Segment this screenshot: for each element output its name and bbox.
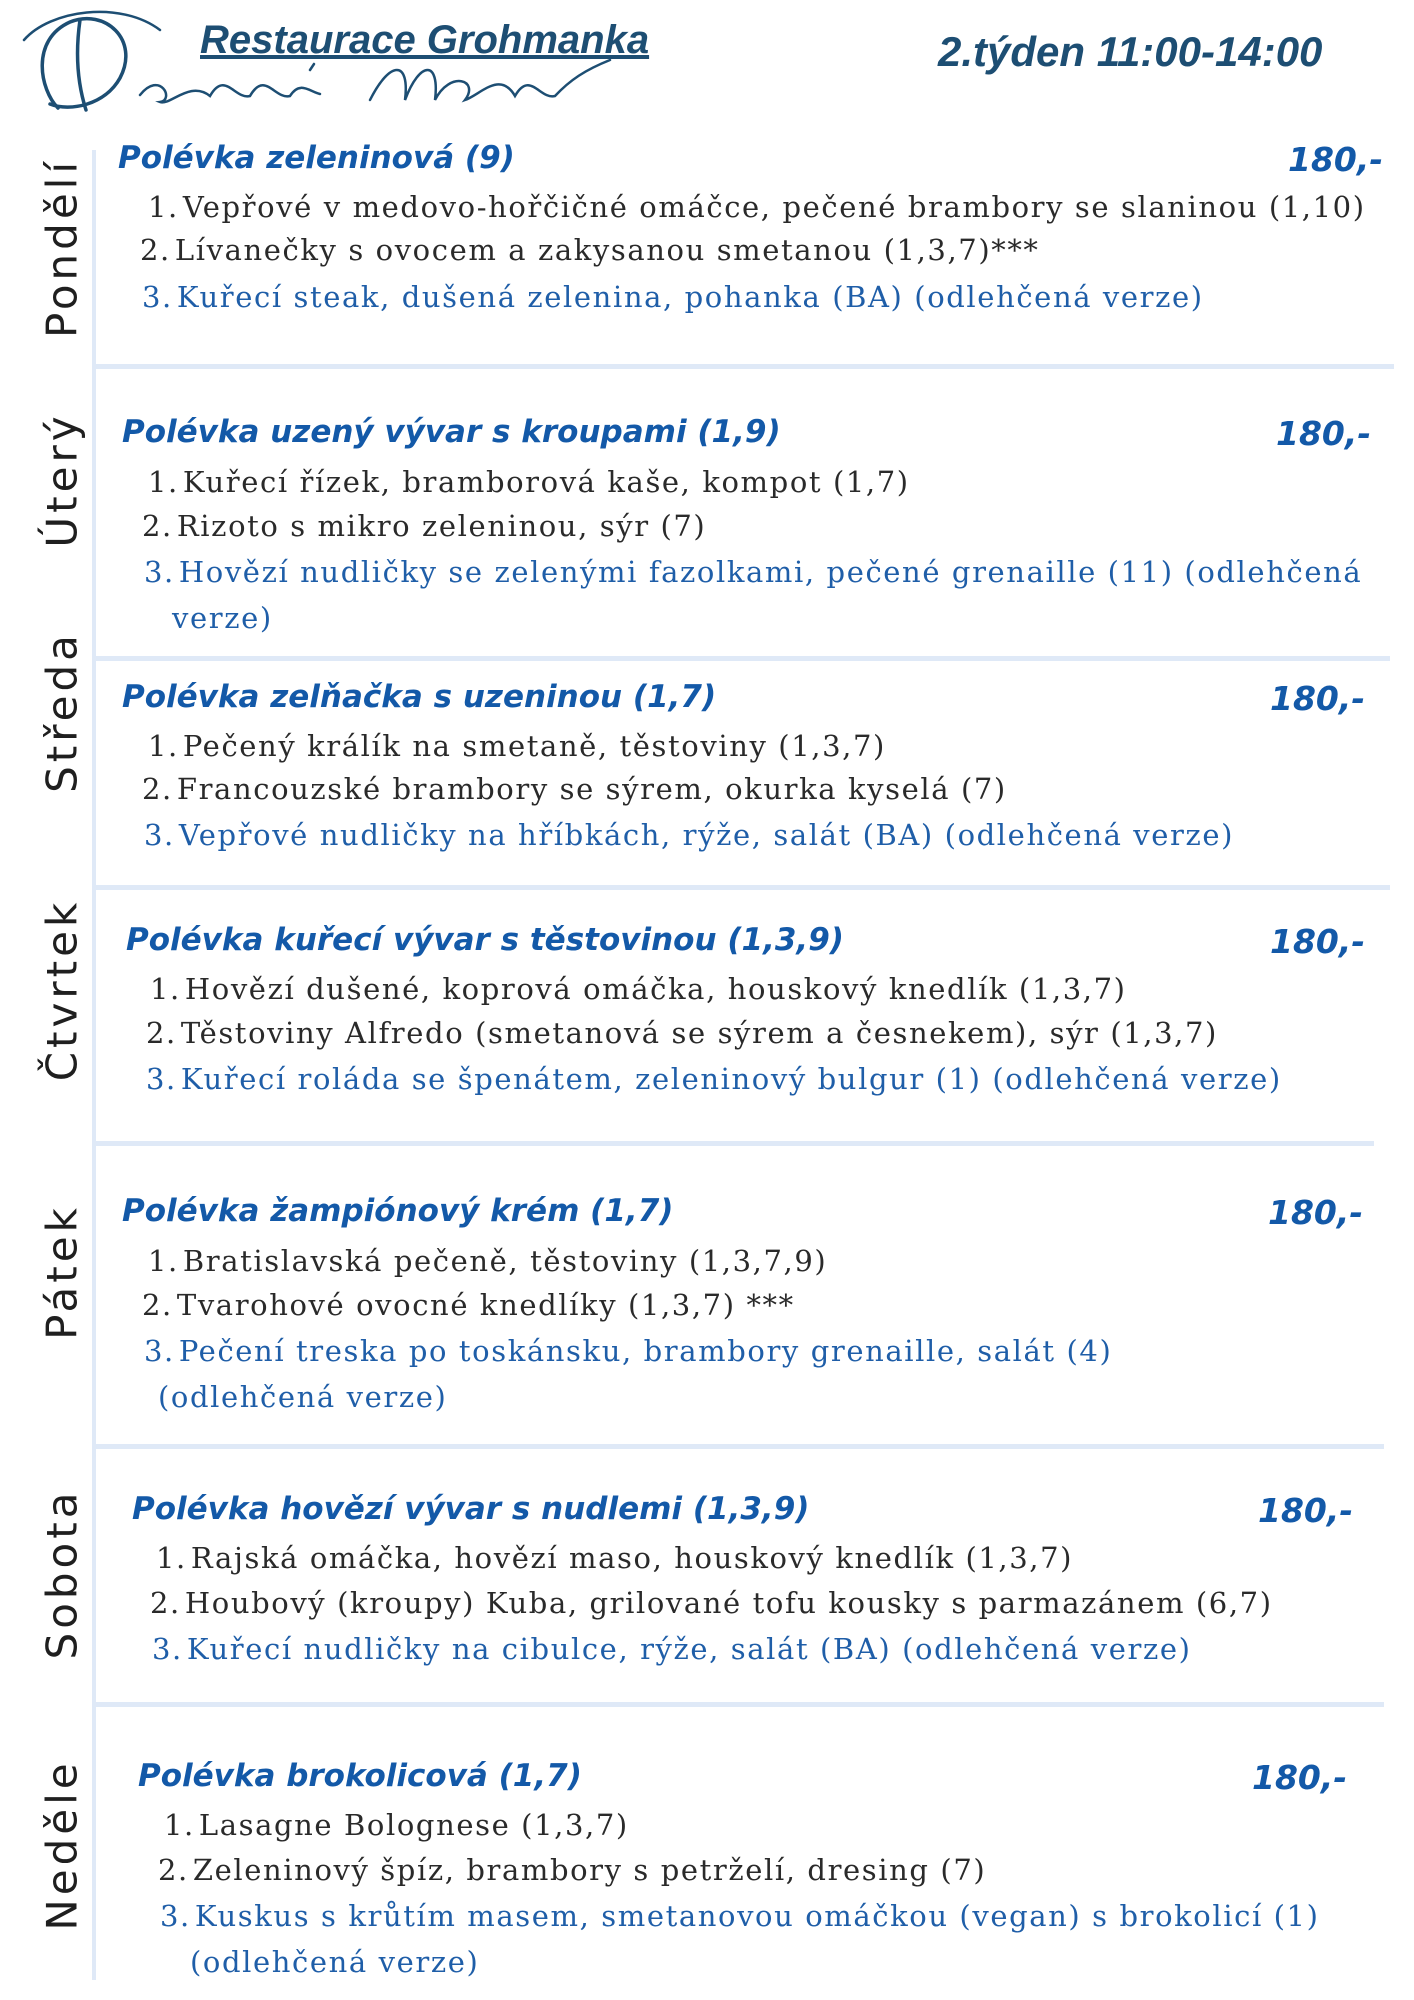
separator-line	[94, 1141, 1374, 1146]
menu-item-utery-3: 3. Hovězí nudličky se zelenými fazolkami, pečené grenaille (11) (odlehčená	[144, 555, 1363, 589]
soup-sobota: Polévka hovězí vývar s nudlemi (1,3,9)	[132, 1491, 810, 1527]
menu-item-streda-2: 2. Francouzské brambory se sýrem, okurka kyselá (7)	[142, 772, 1007, 806]
menu-item-utery-2: 2. Rizoto s mikro zeleninou, sýr (7)	[142, 509, 707, 543]
price-pondeli: 180,-	[1288, 140, 1384, 179]
menu-item-patek-1: 1. Bratislavská pečeně, těstoviny (1,3,7,9)	[148, 1244, 828, 1278]
day-label-pondeli: Pondělí	[37, 158, 87, 338]
separator-line	[94, 885, 1390, 890]
menu-item-sobota-3: 3. Kuřecí nudličky na cibulce, rýže, salát (BA) (odlehčená verze)	[152, 1632, 1192, 1666]
price-sobota: 180,-	[1258, 1491, 1354, 1530]
menu-item-patek-3: 3. Pečení treska po toskánsku, brambory grenaille, salát (4)	[144, 1334, 1113, 1368]
menu-item-patek-3-continued: (odlehčená verze)	[158, 1380, 448, 1414]
menu-item-streda-3: 3. Vepřové nudličky na hříbkách, rýže, salát (BA) (odlehčená verze)	[144, 818, 1235, 852]
price-streda: 180,-	[1270, 679, 1366, 718]
menu-item-sobota-2: 2. Houbový (kroupy) Kuba, grilované tofu kousky s parmazánem (6,7)	[150, 1586, 1273, 1620]
menu-item-nedele-3-continued: (odlehčená verze)	[190, 1945, 480, 1979]
day-label-streda: Středa	[37, 631, 87, 793]
menu-item-streda-1: 1. Pečený králík na smetaně, těstoviny (1,3,7)	[148, 729, 886, 763]
day-label-patek: Pátek	[37, 1204, 87, 1340]
menu-item-patek-2: 2. Tvarohové ovocné knedlíky (1,3,7) ***	[142, 1288, 795, 1322]
day-label-utery: Úterý	[37, 412, 87, 548]
restaurant-name: Restaurace Grohmanka	[200, 18, 650, 62]
soup-streda: Polévka zelňačka s uzeninou (1,7)	[122, 679, 717, 715]
week-and-hours: 2.týden 11:00-14:00	[938, 28, 1323, 75]
soup-ctvrtek: Polévka kuřecí vývar s těstovinou (1,3,9)	[126, 922, 844, 958]
price-patek: 180,-	[1268, 1193, 1364, 1232]
soup-nedele: Polévka brokolicová (1,7)	[138, 1758, 582, 1794]
separator-line	[94, 656, 1390, 661]
menu-item-ctvrtek-3: 3. Kuřecí roláda se špenátem, zeleninový bulgur (1) (odlehčená verze)	[146, 1062, 1282, 1096]
menu-item-sobota-1: 1. Rajská omáčka, hovězí maso, houskový knedlík (1,3,7)	[156, 1541, 1074, 1575]
menu-item-nedele-3: 3. Kuskus s krůtím masem, smetanovou omáčkou (vegan) s brokolicí (1)	[160, 1899, 1320, 1933]
menu-item-nedele-2: 2. Zeleninový špíz, brambory s petrželí, dresing (7)	[158, 1853, 987, 1887]
script-title-logo	[10, 0, 650, 130]
soup-patek: Polévka žampiónový krém (1,7)	[122, 1193, 674, 1229]
menu-item-pondeli-2: 2. Lívanečky s ovocem a zakysanou smetanou (1,3,7)***	[140, 233, 1040, 267]
menu-item-ctvrtek-1: 1. Hovězí dušené, koprová omáčka, houskový knedlík (1,3,7)	[150, 972, 1127, 1006]
menu-item-pondeli-3: 3. Kuřecí steak, dušená zelenina, pohanka (BA) (odlehčená verze)	[142, 280, 1204, 314]
menu-item-pondeli-1: 1. Vepřové v medovo-hořčičné omáčce, pečené brambory se slaninou (1,10)	[148, 190, 1366, 224]
menu-item-ctvrtek-2: 2. Těstoviny Alfredo (smetanová se sýrem a česnekem), sýr (1,3,7)	[146, 1016, 1218, 1050]
soup-utery: Polévka uzený vývar s kroupami (1,9)	[122, 414, 781, 450]
separator-line	[94, 1702, 1384, 1707]
price-ctvrtek: 180,-	[1270, 922, 1366, 961]
menu-item-nedele-1: 1. Lasagne Bolognese (1,3,7)	[164, 1808, 629, 1842]
day-label-nedele: Neděle	[37, 1759, 87, 1931]
day-label-ctvrtek: Čtvrtek	[37, 898, 87, 1082]
menu-item-utery-3-continued: verze)	[172, 601, 273, 635]
separator-line	[94, 1444, 1384, 1449]
menu-item-utery-1: 1. Kuřecí řízek, bramborová kaše, kompot (1,7)	[148, 465, 910, 499]
soup-pondeli: Polévka zeleninová (9)	[118, 140, 515, 176]
day-label-sobota: Sobota	[37, 1488, 87, 1660]
price-utery: 180,-	[1276, 414, 1372, 453]
separator-line	[94, 364, 1394, 369]
price-nedele: 180,-	[1252, 1758, 1348, 1797]
